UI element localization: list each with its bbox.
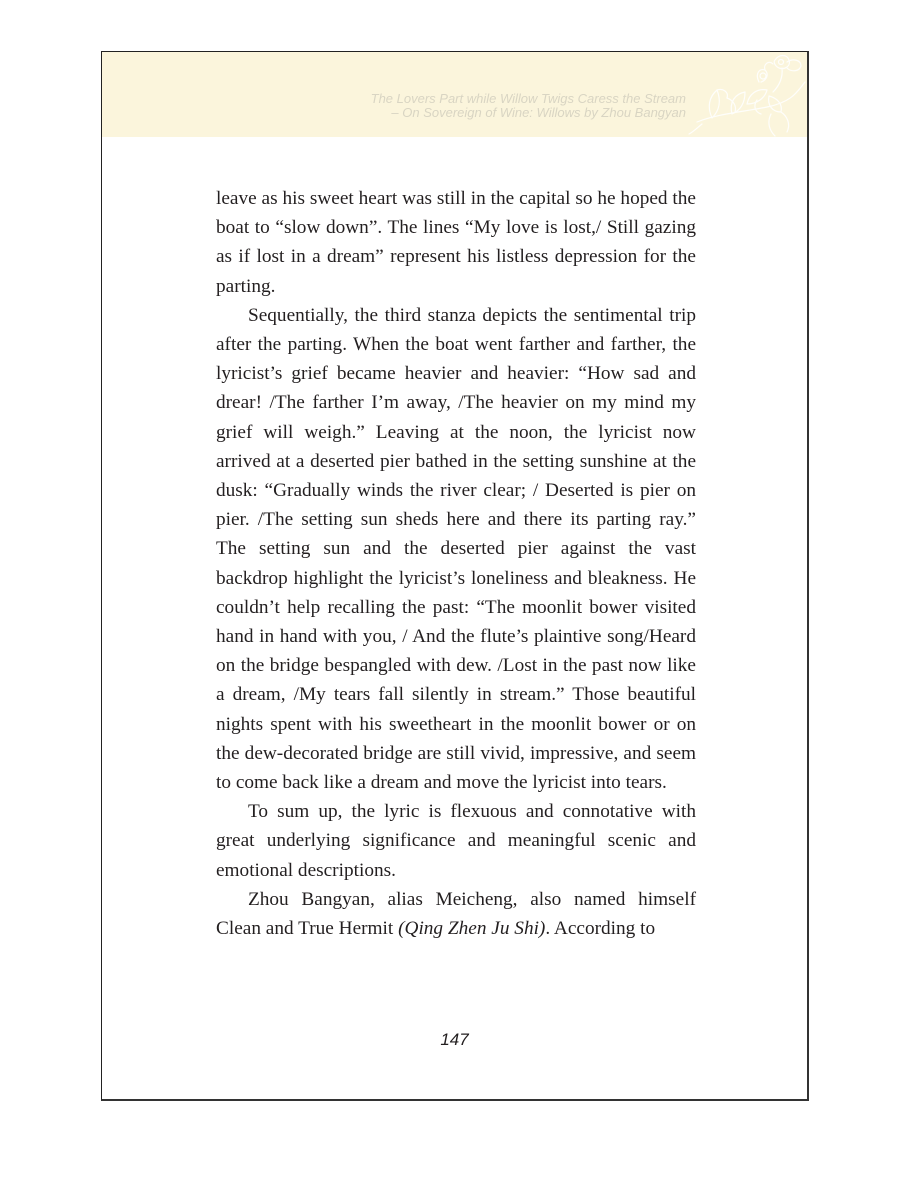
book-page: [101, 51, 809, 1101]
header-title-line-2: – On Sovereign of Wine: Willows by Zhou Bangyan: [391, 105, 686, 120]
header-title-line-1: The Lovers Part while Willow Twigs Caress the Stream: [370, 91, 686, 106]
paragraph-text: Zhou Bangyan, alias Meicheng, also named himself Clean and True Hermit: [216, 888, 696, 940]
paragraph: Sequentially, the third stanza depicts the sentimental trip after the parting. When the boat went farther and farther, the lyricist’s grief became heavier and heavier: “How sad and drear! /The farther I’m away, /The heavier on my mind my grief will weigh.” Leaving at the noon, the lyricist now arrived at a deserted pier bathed in the setting sunshine at the dusk: “Gradually winds the river clear; / Deserted is pier on pier. /The setting sun sheds here and there its parting ray.” The setting sun and the deserted pier against the vast backdrop highlight the lyricist’s loneliness and bleakness. He couldn’t help recalling the past: “The moonlit bower visited hand in hand with you, / And the flute’s plaintive song/Heard on the bridge bespangled with dew. /Lost in the past now like a dream, /My tears fall silently in stream.” Those beautiful nights spent with his sweetheart in the moonlit bower or on the dew-decorated bridge are still vivid, impressive, and seem to come back like a dream and move the lyricist into tears.: [216, 304, 696, 794]
paragraph: [216, 885, 696, 943]
body-text: [216, 184, 696, 943]
paragraph: leave as his sweet heart was still in the capital so he hoped the boat to “slow down”. The lines “My love is lost,/ Still gazing as if lost in a dream” represent his listless depression for the parting.: [216, 188, 696, 297]
running-header-title: [371, 92, 686, 120]
page-number: 147: [440, 1030, 469, 1049]
floral-ornament-icon: [687, 52, 807, 137]
italic-pinyin-name: (Qing Zhen Ju Shi): [398, 918, 546, 940]
paragraph-text: . According to: [545, 918, 656, 940]
paragraph: To sum up, the lyric is flexuous and connotative with great underlying significance and meaningful scenic and emotional descriptions.: [216, 801, 696, 881]
running-header: [102, 52, 807, 137]
